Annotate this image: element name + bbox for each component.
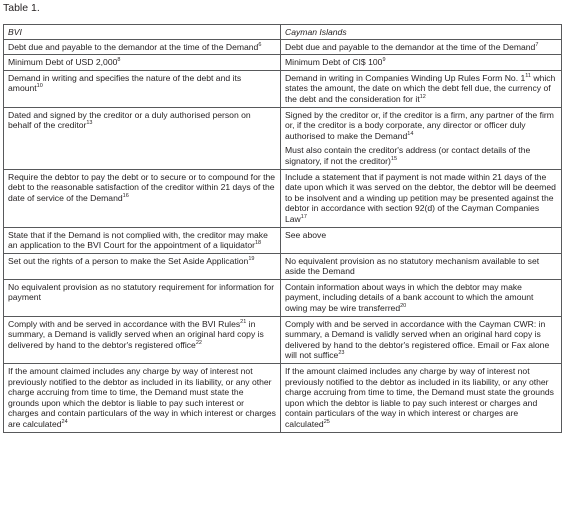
cell-text: Dated and signed by the creditor or a duly authorised person on behalf of the creditor: [8, 109, 251, 131]
bvi-cell: [4, 55, 281, 71]
table-row: [4, 55, 562, 71]
cell-text: Minimum Debt of CI$ 100: [285, 57, 383, 68]
bvi-cell: [4, 316, 281, 363]
cell-paragraph: [285, 145, 557, 166]
table-row: [4, 70, 562, 107]
table-row: [4, 227, 562, 253]
cell-text: which states the amount, the date on which the debt fell due, the currency of the debt and the consideration for it: [285, 72, 556, 104]
cell-text: Minimum Debt of USD 2,000: [8, 57, 118, 68]
cell-text: in summary, a Demand is validly served when an original hard copy is delivered by hand to the debtor's registered office: [8, 318, 264, 350]
cell-text: Set out the rights of a person to make the Set Aside Application: [8, 255, 249, 266]
cell-text: No equivalent provision as no statutory mechanism available to set aside the Demand: [285, 255, 540, 277]
footnote-ref: 11: [525, 72, 531, 79]
table-row: [4, 107, 562, 169]
table-row: [4, 316, 562, 363]
table-caption: Table 1.: [3, 2, 40, 14]
table-row: [4, 253, 562, 279]
footnote-ref: 14: [407, 130, 414, 137]
footnote-ref: 18: [255, 240, 262, 247]
footnote-ref: 16: [122, 192, 129, 199]
cayman-cell: [281, 253, 562, 279]
bvi-cell: [4, 279, 281, 316]
bvi-cell: [4, 39, 281, 55]
bvi-cell: [4, 253, 281, 279]
footnote-ref: 7: [535, 41, 539, 48]
column-header-cayman: Cayman Islands: [281, 25, 562, 40]
cayman-cell: [281, 227, 562, 253]
cell-text: Demand in writing and specifies the nature of the debt and its amount: [8, 72, 242, 94]
cell-text: Signed by the creditor or, if the creditor is a firm, any partner of the firm or, if the creditor is a body corporate, any director or officer duly authorised to make the Demand: [285, 109, 554, 141]
cayman-cell: [281, 316, 562, 363]
footnote-ref: 24: [61, 419, 68, 426]
cayman-cell: [281, 39, 562, 55]
footnote-ref: 10: [36, 83, 43, 90]
cell-text: No equivalent provision as no statutory requirement for information for payment: [8, 281, 275, 303]
cayman-cell: [281, 279, 562, 316]
cell-text: Must also contain the creditor's address (or contact details of the signatory, if not the creditor): [285, 145, 531, 166]
comparison-table: [3, 24, 562, 433]
cell-text: See above: [285, 229, 327, 240]
cell-text: State that if the Demand is not complied with, the creditor may make an application to the BVI Court for the appointment of a liquidator: [8, 229, 268, 251]
footnote-ref: 20: [400, 303, 407, 310]
bvi-cell: [4, 169, 281, 227]
footnote-ref: 12: [419, 94, 426, 101]
cayman-cell: [281, 107, 562, 169]
cell-text: Demand in writing in Companies Winding Up Rules Form No. 1: [285, 72, 526, 83]
cell-text: Contain information about ways in which the debtor may make payment, including details of a bank account to which the amount owing may be wire transferred: [285, 281, 534, 314]
cell-text: Comply with and be served in accordance with the Cayman CWR: in summary, a Demand is validly served when an original hard copy is delivered by hand to the debtor's registered office. Email or Fax alone will not suffice: [285, 318, 550, 361]
table-row: [4, 39, 562, 55]
table-header-row: [4, 25, 562, 40]
bvi-cell: [4, 364, 281, 433]
cell-text: Debt due and payable to the demandor at the time of the Demand: [285, 41, 536, 52]
footnote-ref: 13: [86, 120, 93, 127]
cell-text: Debt due and payable to the demandor at the time of the Demand: [8, 41, 259, 52]
table-row: [4, 364, 562, 433]
table-row: [4, 169, 562, 227]
bvi-cell: [4, 107, 281, 169]
cell-paragraph: [285, 110, 557, 142]
cell-text: Require the debtor to pay the debt or to secure or to compound for the debt to the reasonable satisfaction of the creditor within 21 days of the date of service of the Demand: [8, 171, 276, 203]
cayman-cell: [281, 169, 562, 227]
cell-text: If the amount claimed includes any charge by way of interest not previously notified to the debtor as included in its liability, or any other charge accruing from time to time, the Demand must state the grounds upon which the debtor is liable to pay such interest or charges and contain particulars of the way in which interest or charges are calculated: [285, 366, 554, 429]
column-header-bvi: BVI: [4, 25, 281, 40]
footnote-ref: 23: [338, 350, 345, 357]
cell-text: Include a statement that if payment is not made within 21 days of the date upon which it was served on the debtor, the debtor will be deemed to be insolvent and a winding up petition may be presented against the debtor in accordance with section 92(d) of the Cayman Companies Law: [285, 171, 556, 224]
footnote-ref: 19: [248, 255, 255, 262]
footnote-ref: 21: [240, 318, 247, 325]
footnote-ref: 6: [258, 41, 262, 48]
footnote-ref: 8: [117, 57, 121, 64]
bvi-cell: [4, 70, 281, 107]
cayman-cell: [281, 364, 562, 433]
cayman-cell: [281, 70, 562, 107]
table-row: [4, 279, 562, 316]
footnote-ref: 22: [195, 339, 202, 346]
cayman-cell: [281, 55, 562, 71]
footnote-ref: 25: [323, 419, 330, 426]
footnote-ref: 15: [390, 156, 398, 163]
footnote-ref: 9: [382, 57, 386, 64]
cell-text: If the amount claimed includes any charge by way of interest not previously notified to the debtor as included in its liability, or any other charge accruing from time to time, the Demand must state the grounds upon which the debtor is liable to pay such interest or charges and contain particulars of the way in which interest or charges are calculated: [8, 366, 276, 429]
footnote-ref: 17: [300, 214, 307, 221]
bvi-cell: [4, 227, 281, 253]
cell-text: Comply with and be served in accordance with the BVI Rules: [8, 318, 241, 329]
